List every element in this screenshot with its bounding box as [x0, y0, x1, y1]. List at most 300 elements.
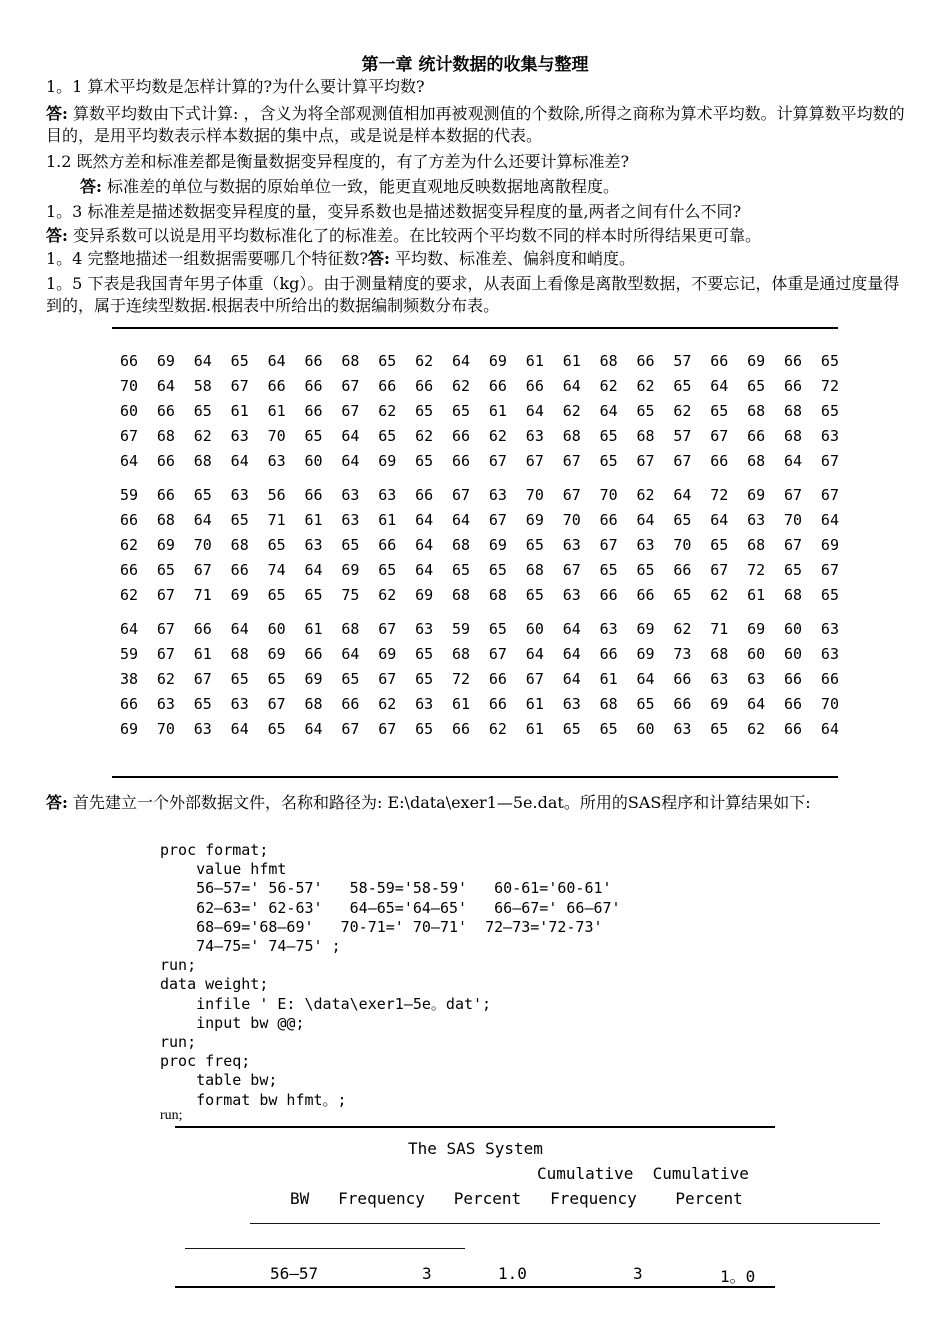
table-cell: 61 — [304, 511, 323, 529]
table-cell: 63 — [562, 586, 581, 604]
table-cell: 66 — [193, 620, 212, 638]
sas-output-col-header: BW Frequency Percent Frequency Percent — [290, 1189, 743, 1208]
table-cell: 64 — [525, 645, 544, 663]
table-cell: 64 — [193, 352, 212, 370]
table-row — [120, 720, 858, 745]
table-cell: 67 — [525, 452, 544, 470]
table-cell: 59 — [120, 645, 139, 663]
table-cell: 66 — [120, 352, 139, 370]
table-cell: 70 — [599, 486, 618, 504]
table-cell: 61 — [562, 352, 581, 370]
table-cell: 65 — [415, 402, 434, 420]
table-row — [120, 620, 858, 645]
table-cell: 69 — [525, 511, 544, 529]
table-cell: 68 — [599, 695, 618, 713]
table-cell: 65 — [673, 377, 692, 395]
table-cell: 68 — [452, 645, 471, 663]
table-cell: 60 — [636, 720, 655, 738]
table-cell: 70 — [193, 536, 212, 554]
table-cell: 67 — [230, 377, 249, 395]
table-cell: 64 — [636, 511, 655, 529]
table-cell: 61 — [378, 511, 397, 529]
table-cell: 72 — [820, 377, 839, 395]
table-cell: 64 — [452, 352, 471, 370]
table-cell: 69 — [156, 536, 175, 554]
table-cell: 60 — [784, 645, 803, 663]
table-cell: 63 — [562, 536, 581, 554]
table-cell: 61 — [304, 620, 323, 638]
table-cell: 65 — [452, 561, 471, 579]
table-cell: 62 — [747, 720, 766, 738]
table-cell: 67 — [488, 452, 507, 470]
table-cell: 62 — [673, 402, 692, 420]
table-cell: 67 — [156, 586, 175, 604]
table-cell: 57 — [673, 427, 692, 445]
table-cell: 68 — [636, 427, 655, 445]
table-row — [120, 452, 858, 477]
table-cell: 71 — [267, 511, 286, 529]
table-cell: 65 — [341, 536, 360, 554]
table-cell: 69 — [378, 452, 397, 470]
table-cell: 67 — [378, 720, 397, 738]
table-cell: 61 — [452, 695, 471, 713]
table-cell: 67 — [452, 486, 471, 504]
table-cell: 63 — [267, 452, 286, 470]
table-cell: 70 — [120, 377, 139, 395]
sas-output-title: The SAS System — [408, 1139, 543, 1158]
table-cell: 62 — [378, 402, 397, 420]
table-cell: 62 — [710, 586, 729, 604]
table-cell: 63 — [378, 486, 397, 504]
table-cell: 66 — [341, 695, 360, 713]
table-cell: 64 — [599, 402, 618, 420]
table-cell: 67 — [562, 561, 581, 579]
table-cell: 69 — [415, 586, 434, 604]
table-cell: 67 — [784, 486, 803, 504]
table-cell: 66 — [488, 670, 507, 688]
table-cell: 62 — [415, 352, 434, 370]
table-cell: 62 — [193, 427, 212, 445]
table-cell: 67 — [820, 561, 839, 579]
table-cell: 66 — [378, 377, 397, 395]
table-cell: 66 — [599, 511, 618, 529]
table-cell: 65 — [784, 561, 803, 579]
table-cell: 64 — [120, 620, 139, 638]
table-cell: 70 — [267, 427, 286, 445]
sas-output-row-cum-percent: 1。0 — [720, 1267, 756, 1286]
table-cell: 67 — [120, 427, 139, 445]
table-cell: 65 — [599, 561, 618, 579]
table-cell: 64 — [230, 720, 249, 738]
table-cell: 63 — [156, 695, 175, 713]
table-cell: 65 — [452, 402, 471, 420]
sas-code-run: run; — [160, 1108, 183, 1123]
table-cell: 65 — [747, 377, 766, 395]
table-cell: 61 — [193, 645, 212, 663]
table-row — [120, 377, 858, 402]
table-cell: 71 — [193, 586, 212, 604]
table-cell: 65 — [341, 670, 360, 688]
table-cell: 70 — [784, 511, 803, 529]
table-cell: 65 — [267, 720, 286, 738]
table-cell: 68 — [525, 561, 544, 579]
table-cell: 68 — [341, 352, 360, 370]
sas-output-row-bw: 56—57 — [270, 1264, 319, 1283]
table-cell: 69 — [304, 670, 323, 688]
table-cell: 65 — [562, 720, 581, 738]
table-cell: 64 — [784, 452, 803, 470]
table-cell: 67 — [156, 620, 175, 638]
table-cell: 64 — [304, 720, 323, 738]
table-cell: 64 — [562, 670, 581, 688]
table-cell: 66 — [488, 695, 507, 713]
table-cell: 64 — [673, 486, 692, 504]
table-cell: 66 — [304, 377, 323, 395]
sas-output-dash-2: ———————————————————— — [185, 1239, 465, 1255]
table-cell: 65 — [415, 645, 434, 663]
table-cell: 61 — [525, 352, 544, 370]
table-cell: 65 — [710, 402, 729, 420]
table-cell: 69 — [120, 720, 139, 738]
table-cell: 61 — [525, 695, 544, 713]
table-cell: 69 — [636, 645, 655, 663]
question-1-2: 1.2 既然方差和标准差都是衡量数据变异程度的，有了方差为什么还要计算标准差? — [46, 152, 630, 171]
table-cell: 68 — [193, 452, 212, 470]
table-cell: 62 — [562, 402, 581, 420]
table-cell: 61 — [525, 720, 544, 738]
table-cell: 68 — [304, 695, 323, 713]
table-cell: 65 — [415, 670, 434, 688]
table-cell: 65 — [673, 586, 692, 604]
table-cell: 66 — [747, 427, 766, 445]
table-cell: 66 — [636, 352, 655, 370]
table-cell: 72 — [747, 561, 766, 579]
table-cell: 60 — [747, 645, 766, 663]
table-cell: 70 — [820, 695, 839, 713]
sas-output-cum-header: Cumulative Cumulative — [537, 1164, 749, 1183]
table-cell: 68 — [784, 586, 803, 604]
table-cell: 71 — [710, 620, 729, 638]
table-cell: 63 — [820, 620, 839, 638]
table-cell: 60 — [525, 620, 544, 638]
table-cell: 64 — [562, 620, 581, 638]
table-cell: 66 — [452, 452, 471, 470]
table-cell: 60 — [784, 620, 803, 638]
table-cell: 66 — [452, 427, 471, 445]
table-cell: 70 — [673, 536, 692, 554]
table-cell: 65 — [710, 536, 729, 554]
sas-output-row-percent: 1.0 — [498, 1264, 527, 1283]
answer-1-5: 答: 首先建立一个外部数据文件，名称和路径为: E:\data\exer1—5e.dat。所用的SAS程序和计算结果如下: — [46, 793, 811, 812]
table-cell: 67 — [784, 536, 803, 554]
table-cell: 65 — [267, 670, 286, 688]
table-cell: 67 — [341, 402, 360, 420]
question-1-4: 1。4 完整地描述一组数据需要哪几个特征数?答: 平均数、标准差、偏斜度和峭度。 — [46, 249, 636, 268]
table-cell: 65 — [599, 452, 618, 470]
table-cell: 64 — [525, 402, 544, 420]
table-cell: 63 — [820, 645, 839, 663]
table-cell: 63 — [710, 670, 729, 688]
table-cell: 66 — [710, 452, 729, 470]
table-cell: 69 — [230, 586, 249, 604]
table-cell: 69 — [747, 352, 766, 370]
table-cell: 69 — [488, 536, 507, 554]
table-cell: 64 — [230, 620, 249, 638]
table-cell: 65 — [230, 352, 249, 370]
table-cell: 65 — [267, 536, 286, 554]
table-cell: 62 — [488, 427, 507, 445]
table-cell: 63 — [525, 427, 544, 445]
table-cell: 66 — [673, 695, 692, 713]
table-cell: 66 — [120, 695, 139, 713]
weight-table — [120, 352, 858, 745]
table-cell: 69 — [747, 486, 766, 504]
table-cell: 65 — [673, 511, 692, 529]
table-cell: 62 — [120, 536, 139, 554]
table-cell: 66 — [156, 486, 175, 504]
table-cell: 66 — [304, 402, 323, 420]
sas-output-dash-1: ————————————————————————————————————————————— — [250, 1214, 880, 1230]
table-cell: 65 — [636, 402, 655, 420]
question-1-5: 1。5 下表是我国青年男子体重（kg）。由于测量精度的要求，从表面上看像是离散型数据，不要忘记，体重是通过度量得到的，属于连续型数据.根据表中所给出的数据编制频数分布表。 — [46, 274, 900, 315]
table-cell: 62 — [488, 720, 507, 738]
table-cell: 64 — [747, 695, 766, 713]
table-cell: 66 — [820, 670, 839, 688]
table-cell: 63 — [415, 695, 434, 713]
table-cell: 65 — [636, 695, 655, 713]
table-cell: 68 — [562, 427, 581, 445]
table-cell: 62 — [452, 377, 471, 395]
table-cell: 67 — [193, 561, 212, 579]
table-cell: 65 — [636, 561, 655, 579]
table-cell: 63 — [193, 720, 212, 738]
table-cell: 64 — [415, 511, 434, 529]
table-cell: 69 — [747, 620, 766, 638]
table-cell: 62 — [378, 586, 397, 604]
table-cell: 67 — [599, 536, 618, 554]
table-cell: 64 — [341, 645, 360, 663]
table-cell: 69 — [341, 561, 360, 579]
table-cell: 57 — [673, 352, 692, 370]
table-cell: 66 — [599, 645, 618, 663]
table-cell: 66 — [673, 561, 692, 579]
table-cell: 58 — [193, 377, 212, 395]
table-bottom-rule — [112, 776, 838, 778]
table-cell: 66 — [267, 377, 286, 395]
table-row — [120, 645, 858, 670]
question-1-1: 1。1 算术平均数是怎样计算的?为什么要计算平均数? — [46, 77, 425, 96]
table-row — [120, 561, 858, 586]
table-cell: 69 — [488, 352, 507, 370]
table-cell: 68 — [230, 645, 249, 663]
table-cell: 67 — [636, 452, 655, 470]
sas-output-row-frequency: 3 — [422, 1264, 432, 1283]
table-cell: 69 — [710, 695, 729, 713]
table-cell: 65 — [820, 586, 839, 604]
table-cell: 62 — [156, 670, 175, 688]
table-cell: 62 — [636, 377, 655, 395]
table-cell: 64 — [415, 536, 434, 554]
table-cell: 66 — [784, 670, 803, 688]
table-cell: 63 — [747, 511, 766, 529]
table-cell: 73 — [673, 645, 692, 663]
table-cell: 67 — [341, 720, 360, 738]
table-cell: 62 — [120, 586, 139, 604]
table-cell: 70 — [156, 720, 175, 738]
table-cell: 67 — [562, 486, 581, 504]
table-cell: 67 — [156, 645, 175, 663]
table-cell: 63 — [230, 695, 249, 713]
table-cell: 63 — [820, 427, 839, 445]
table-cell: 70 — [525, 486, 544, 504]
table-cell: 66 — [415, 377, 434, 395]
table-cell: 66 — [488, 377, 507, 395]
table-cell: 67 — [378, 670, 397, 688]
table-cell: 67 — [710, 427, 729, 445]
table-cell: 66 — [599, 586, 618, 604]
table-cell: 64 — [230, 452, 249, 470]
table-cell: 63 — [341, 511, 360, 529]
table-cell: 66 — [156, 452, 175, 470]
answer-1-1: 答: 算数平均数由下式计算: ，含义为将全部观测值相加再被观测值的个数除,所得之商称为算术平均数。计算算数平均数的目的，是用平均数表示样本数据的集中点，或是说是样本数据的代表。 — [46, 104, 905, 145]
table-cell: 65 — [193, 695, 212, 713]
output-top-rule — [175, 1126, 775, 1128]
table-cell: 69 — [820, 536, 839, 554]
table-cell: 65 — [267, 586, 286, 604]
page-title: 第一章 统计数据的收集与整理 — [361, 55, 589, 75]
table-cell: 64 — [820, 720, 839, 738]
table-cell: 65 — [193, 486, 212, 504]
table-cell: 61 — [267, 402, 286, 420]
table-cell: 65 — [599, 720, 618, 738]
table-cell: 63 — [488, 486, 507, 504]
table-cell: 61 — [599, 670, 618, 688]
answer-1-3: 答: 变异系数可以说是用平均数标准化了的标准差。在比较两个平均数不同的样本时所得结果更可靠。 — [46, 226, 762, 245]
table-cell: 63 — [415, 620, 434, 638]
table-cell: 65 — [156, 561, 175, 579]
table-cell: 64 — [636, 670, 655, 688]
table-cell: 64 — [193, 511, 212, 529]
table-cell: 61 — [747, 586, 766, 604]
table-cell: 69 — [378, 645, 397, 663]
table-cell: 68 — [156, 427, 175, 445]
table-cell: 68 — [747, 452, 766, 470]
table-row — [120, 352, 858, 377]
table-cell: 67 — [488, 511, 507, 529]
table-cell: 61 — [488, 402, 507, 420]
table-cell: 66 — [230, 561, 249, 579]
table-cell: 66 — [784, 695, 803, 713]
table-row — [120, 402, 858, 427]
table-cell: 74 — [267, 561, 286, 579]
table-cell: 66 — [120, 561, 139, 579]
table-cell: 65 — [488, 620, 507, 638]
table-cell: 65 — [415, 720, 434, 738]
table-cell: 65 — [230, 511, 249, 529]
table-row — [120, 427, 858, 452]
table-cell: 66 — [784, 720, 803, 738]
table-cell: 68 — [747, 402, 766, 420]
table-cell: 64 — [562, 377, 581, 395]
table-cell: 66 — [120, 511, 139, 529]
table-row — [120, 670, 858, 695]
table-row — [120, 695, 858, 720]
table-cell: 66 — [710, 352, 729, 370]
table-cell: 67 — [267, 695, 286, 713]
table-cell: 67 — [525, 670, 544, 688]
table-cell: 66 — [673, 670, 692, 688]
table-cell: 67 — [820, 486, 839, 504]
table-row — [120, 536, 858, 561]
table-cell: 69 — [156, 352, 175, 370]
table-cell: 72 — [710, 486, 729, 504]
table-row — [120, 511, 858, 536]
table-cell: 60 — [267, 620, 286, 638]
table-cell: 66 — [784, 377, 803, 395]
table-cell: 65 — [820, 402, 839, 420]
table-cell: 66 — [452, 720, 471, 738]
table-cell: 66 — [378, 536, 397, 554]
table-cell: 64 — [562, 645, 581, 663]
table-cell: 68 — [784, 402, 803, 420]
table-cell: 63 — [673, 720, 692, 738]
table-cell: 65 — [710, 720, 729, 738]
table-cell: 66 — [415, 486, 434, 504]
table-cell: 62 — [378, 695, 397, 713]
table-cell: 69 — [636, 620, 655, 638]
table-cell: 65 — [599, 427, 618, 445]
table-cell: 66 — [784, 352, 803, 370]
table-cell: 65 — [525, 536, 544, 554]
table-cell: 65 — [193, 402, 212, 420]
output-bottom-rule — [175, 1286, 775, 1288]
table-cell: 63 — [636, 536, 655, 554]
table-cell: 68 — [452, 536, 471, 554]
table-cell: 38 — [120, 670, 139, 688]
table-row — [120, 486, 858, 511]
table-cell: 66 — [304, 645, 323, 663]
table-cell: 64 — [415, 561, 434, 579]
table-cell: 68 — [156, 511, 175, 529]
table-cell: 66 — [525, 377, 544, 395]
table-cell: 68 — [230, 536, 249, 554]
question-1-3: 1。3 标准差是描述数据变异程度的量，变异系数也是描述数据变异程度的量,两者之间有什么不同? — [46, 202, 742, 221]
table-cell: 62 — [415, 427, 434, 445]
table-cell: 68 — [341, 620, 360, 638]
table-cell: 64 — [120, 452, 139, 470]
table-cell: 67 — [710, 561, 729, 579]
table-cell: 72 — [452, 670, 471, 688]
table-cell: 67 — [820, 452, 839, 470]
table-cell: 63 — [230, 486, 249, 504]
table-cell: 64 — [304, 561, 323, 579]
table-cell: 64 — [820, 511, 839, 529]
table-cell: 59 — [452, 620, 471, 638]
table-cell: 63 — [230, 427, 249, 445]
table-cell: 65 — [304, 586, 323, 604]
table-cell: 67 — [673, 452, 692, 470]
table-cell: 62 — [599, 377, 618, 395]
table-cell: 66 — [156, 402, 175, 420]
table-cell: 68 — [599, 352, 618, 370]
table-cell: 62 — [673, 620, 692, 638]
table-cell: 65 — [304, 427, 323, 445]
table-cell: 69 — [267, 645, 286, 663]
table-cell: 66 — [636, 586, 655, 604]
table-cell: 65 — [820, 352, 839, 370]
table-cell: 68 — [747, 536, 766, 554]
table-cell: 64 — [710, 511, 729, 529]
